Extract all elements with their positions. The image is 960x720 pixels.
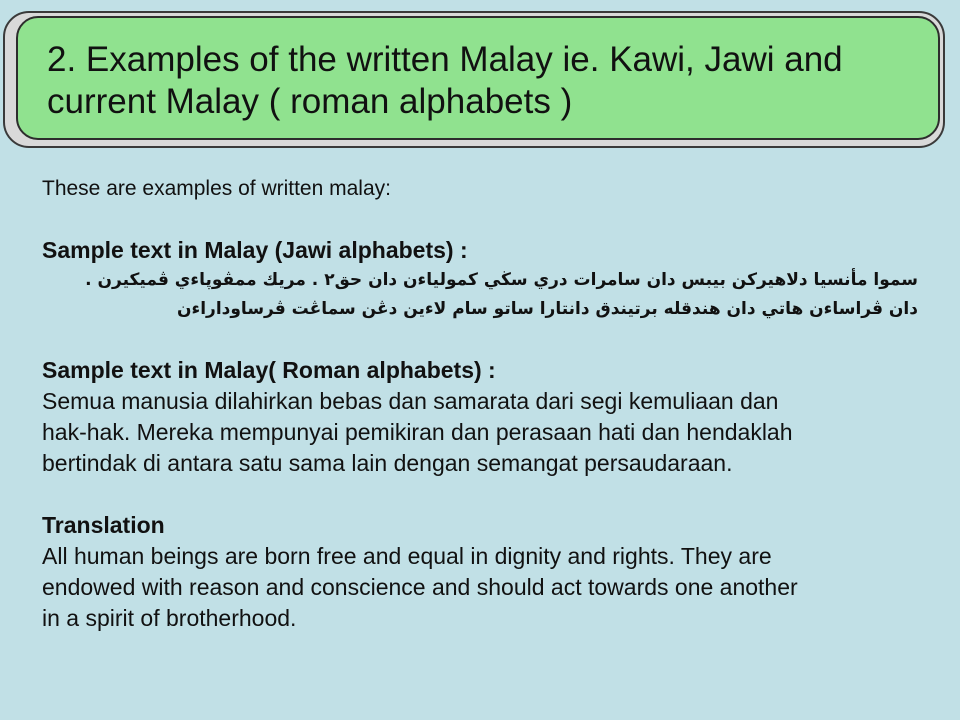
jawi-text-line-2: دان ڤراساءن هاتي دان هندقله برتيندق دانتارا ساتو سام لاءين دڠن سماڠت ڤرساوداراءن — [177, 299, 918, 319]
slide-body — [42, 173, 942, 634]
translation-text-line: All human beings are born free and equal in dignity and rights. They are — [42, 543, 772, 569]
translation-heading: Translation — [42, 512, 165, 538]
jawi-heading: Sample text in Malay (Jawi alphabets) : — [42, 237, 468, 263]
intro-text: These are examples of written malay: — [42, 177, 391, 200]
spacer — [42, 204, 942, 235]
roman-heading: Sample text in Malay( Roman alphabets) : — [42, 357, 496, 383]
spacer — [42, 479, 942, 510]
roman-text-line: bertindak di antara satu sama lain dengan semangat persaudaraan. — [42, 450, 733, 476]
translation-text-line: in a spirit of brotherhood. — [42, 605, 297, 631]
title-frame — [3, 11, 945, 148]
spacer — [42, 324, 942, 355]
roman-text-line: Semua manusia dilahirkan bebas dan samarata dari segi kemuliaan dan — [42, 388, 779, 414]
roman-text-line: hak-hak. Mereka mempunyai pemikiran dan perasaan hati dan hendaklah — [42, 419, 793, 445]
slide-title — [47, 39, 927, 123]
title-line-2: current Malay ( roman alphabets ) — [47, 82, 573, 121]
jawi-text-line-1: سموا مأنسيا دلاهيركن بيبس دان سامرات دري سڬي كمولياءن دان حق٢ . مريك ممڤوڽاءي ڤميكيرن . — [85, 270, 918, 290]
title-box — [16, 16, 940, 140]
translation-text-line: endowed with reason and conscience and should act towards one another — [42, 574, 798, 600]
title-line-1: 2. Examples of the written Malay ie. Kawi, Jawi and — [47, 40, 843, 79]
